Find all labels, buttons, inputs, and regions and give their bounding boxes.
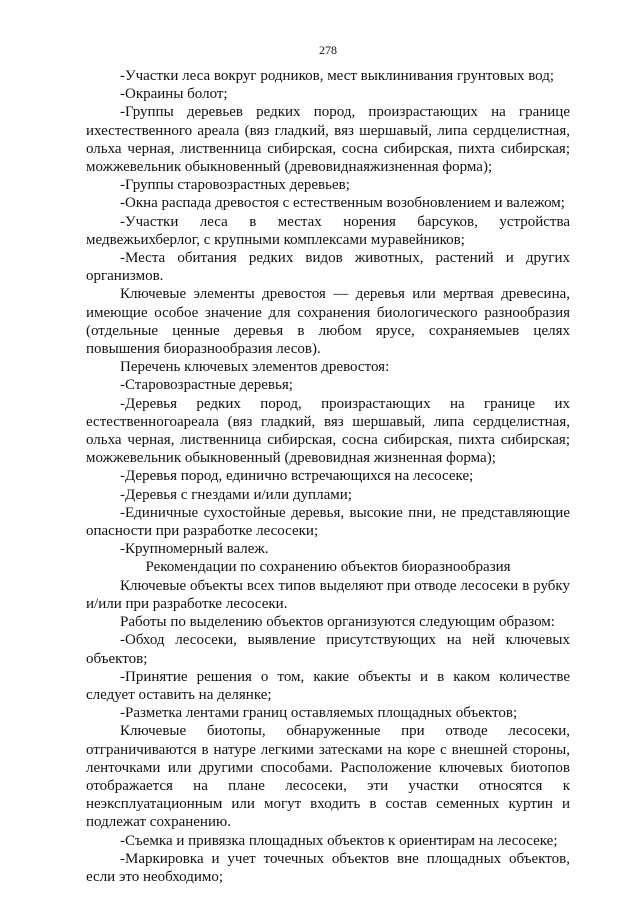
paragraph-site-survey: -Обход лесосеки, выявление присутствующих на ней ключевых объектов;: [86, 632, 570, 667]
paragraph-rare-species-habitats: -Места обитания редких видов животных, растений и других организмов.: [86, 250, 570, 285]
paragraph-old-tree-groups: -Группы старовозрастных деревьев;: [120, 177, 350, 194]
section-heading-recommendations: Рекомендации по сохранению объектов биоразнообразия: [145, 559, 511, 576]
paragraph-key-elements-list-intro: Перечень ключевых элементов древостоя:: [120, 359, 390, 376]
paragraph-stand-gaps: -Окна распада древостоя с естественным возобновлением и валежом;: [120, 195, 565, 212]
paragraph-dead-standing-trees: -Единичные сухостойные деревья, высокие пни, не представляющие опасности при разработке лесосеки;: [86, 504, 570, 540]
paragraph-burrows-dens: -Участки леса в местах норения барсуков, устройства медвежьихберлог, с крупными комплексами муравейников;: [86, 213, 570, 248]
paragraph-rare-tree-groups: -Группы деревьев редких пород, произрастающих на границе ихестественного ареала (вяз гладкий, вяз шершавый, липа сердцелистная, ольха черная, лиственница сибирская, сосна сибирская, пихта сибирская; можжевельник обыкновенный (древовиднаяжизненная форма);: [86, 104, 570, 176]
paragraph-retention-decision: -Принятие решения о том, какие объекты и в каком количестве следует оставить на делянке;: [86, 668, 570, 703]
page-number: 278: [319, 43, 337, 57]
paragraph-nest-hollow-trees: -Деревья с гнездами и/или дуплами;: [120, 486, 352, 503]
paragraph-key-objects-allocation: Ключевые объекты всех типов выделяют при отводе лесосеки в рубку и/или при разработке лесосеки.: [86, 577, 570, 612]
paragraph-works-organization: Работы по выделению объектов организуются следующим образом:: [120, 614, 555, 631]
paragraph-bog-edges: -Окраины болот;: [120, 86, 228, 103]
paragraph-key-biotopes: Ключевые биотопы, обнаруженные при отводе лесосеки, отграничиваются в натуре легкими затесками на коре с внешней стороны, ленточками или другими способами. Расположение ключевых биотопов отображается на плане лесосеки, эти участки относятся к неэксплуатационным или могут входить в состав семенных куртин и подлежат сохранению.: [86, 723, 570, 831]
paragraph-single-species-trees: -Деревья пород, единично встречающихся на лесосеке;: [120, 468, 474, 485]
paragraph-boundary-marking: -Разметка лентами границ оставляемых площадных объектов;: [120, 705, 518, 722]
paragraph-large-deadwood: -Крупномерный валеж.: [120, 541, 269, 558]
paragraph-springs: -Участки леса вокруг родников, мест выклинивания грунтовых вод;: [120, 68, 555, 84]
paragraph-survey-and-reference: -Съемка и привязка площадных объектов к ориентирам на лесосеке;: [120, 832, 558, 849]
body-text: [86, 67, 570, 886]
paragraph-key-stand-elements: Ключевые элементы древостоя — деревья или мертвая древесина, имеющие особое значение для сохранения биологического разнообразия (отдельные ценные деревья в любом ярусе, сохраняемыев целях повышения биоразнообразия лесов).: [86, 286, 570, 358]
paragraph-rare-species-trees: -Деревья редких пород, произрастающих на границе их естественногоареала (вяз гладкий, вяз шершавый, липа сердцелистная, ольха черная, лиственница сибирская, сосна сибирская, пихта сибирская; можжевельник обыкновенный (древовидная жизненная форма);: [86, 395, 570, 467]
paragraph-point-objects-marking: -Маркировка и учет точечных объектов вне площадных объектов, если это необходимо;: [86, 850, 570, 885]
paragraph-old-trees: -Старовозрастные деревья;: [120, 377, 293, 394]
